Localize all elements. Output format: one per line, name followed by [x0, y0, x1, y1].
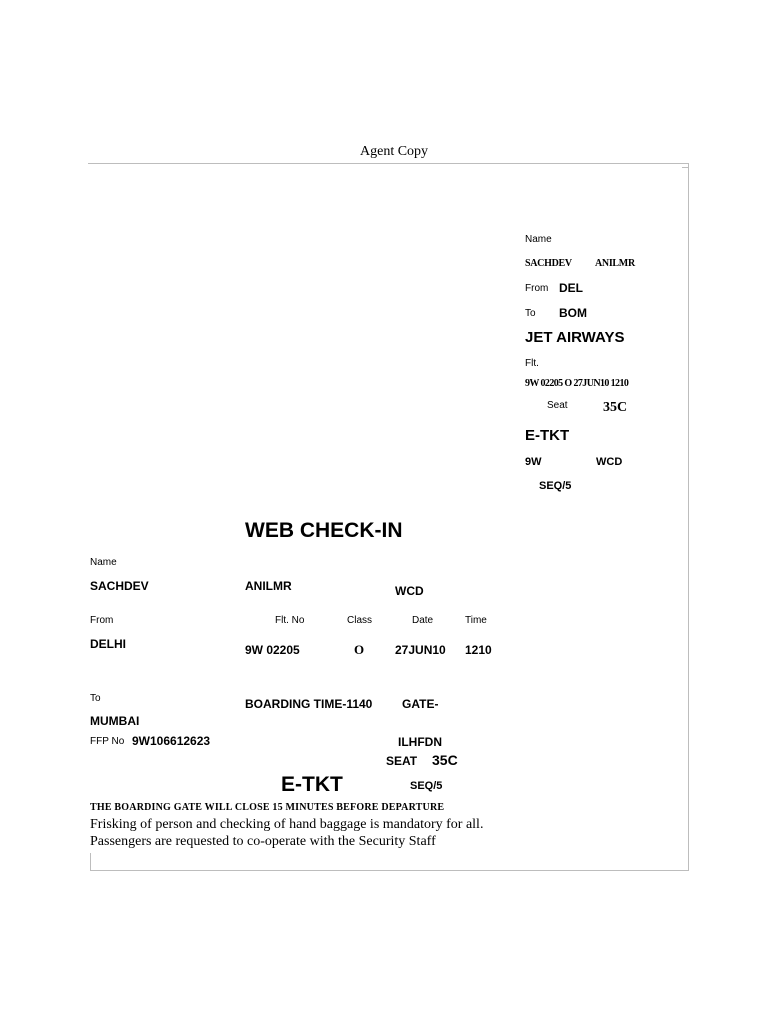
- agent-copy-heading: Agent Copy: [360, 144, 429, 159]
- stub-seq: SEQ/5: [539, 480, 572, 492]
- etkt-label: E-TKT: [281, 773, 343, 796]
- stub-wcd: WCD: [596, 456, 623, 468]
- stub-flt-label: Flt.: [525, 358, 539, 369]
- gate-closing-notice: THE BOARDING GATE WILL CLOSE 15 MINUTES BEFORE DEPARTURE: [90, 802, 445, 813]
- left-border-stub: [90, 853, 91, 870]
- boarding-time: BOARDING TIME-1140: [245, 697, 373, 711]
- stub-seat: 35C: [603, 400, 628, 415]
- stub-carrier: 9W: [525, 456, 542, 468]
- bottom-border: [90, 870, 688, 871]
- departure-time: 1210: [465, 643, 492, 657]
- flt-no-label: Flt. No: [275, 615, 305, 626]
- passenger-last-name: SACHDEV: [90, 579, 149, 593]
- from-label: From: [90, 615, 114, 626]
- time-label: Time: [465, 615, 487, 626]
- sequence-number: SEQ/5: [410, 780, 443, 792]
- pnr-code: ILHFDN: [398, 735, 442, 749]
- ffp-number: 9W106612623: [132, 734, 211, 748]
- stub-seat-label: Seat: [547, 400, 568, 411]
- right-border: [688, 163, 689, 871]
- stub-to-code: BOM: [559, 306, 587, 320]
- stub-last-name: SACHDEV: [525, 258, 572, 269]
- stub-from-label: From: [525, 283, 549, 294]
- stub-first-name: ANILMR: [595, 258, 635, 269]
- stub-airline: JET AIRWAYS: [525, 329, 625, 346]
- flight-number: 9W 02205: [245, 643, 300, 657]
- stub-flight-line: 9W 02205 O 27JUN10 1210: [525, 378, 629, 389]
- stub-etkt: E-TKT: [525, 427, 570, 444]
- from-city: DELHI: [90, 637, 126, 651]
- ffp-label: FFP No: [90, 736, 125, 747]
- frisking-notice: Frisking of person and checking of hand baggage is mandatory for all.: [90, 817, 484, 832]
- travel-class: O: [354, 642, 365, 657]
- travel-date: 27JUN10: [395, 643, 446, 657]
- stub-name-label: Name: [525, 234, 552, 245]
- page-title: WEB CHECK-IN: [245, 519, 403, 542]
- to-label: To: [90, 693, 101, 704]
- seat-label: SEAT: [386, 754, 418, 768]
- name-label: Name: [90, 557, 117, 568]
- date-label: Date: [412, 615, 434, 626]
- wcd-code: WCD: [395, 584, 424, 598]
- stub-from-code: DEL: [559, 281, 583, 295]
- stub-to-label: To: [525, 308, 536, 319]
- gate: GATE-: [402, 697, 439, 711]
- passenger-first-name: ANILMR: [245, 579, 292, 593]
- security-notice: Passengers are requested to co-operate with the Security Staff: [90, 834, 436, 849]
- class-label: Class: [347, 615, 373, 626]
- top-border: [88, 163, 688, 164]
- to-city: MUMBAI: [90, 714, 140, 728]
- seat-number: 35C: [432, 752, 458, 768]
